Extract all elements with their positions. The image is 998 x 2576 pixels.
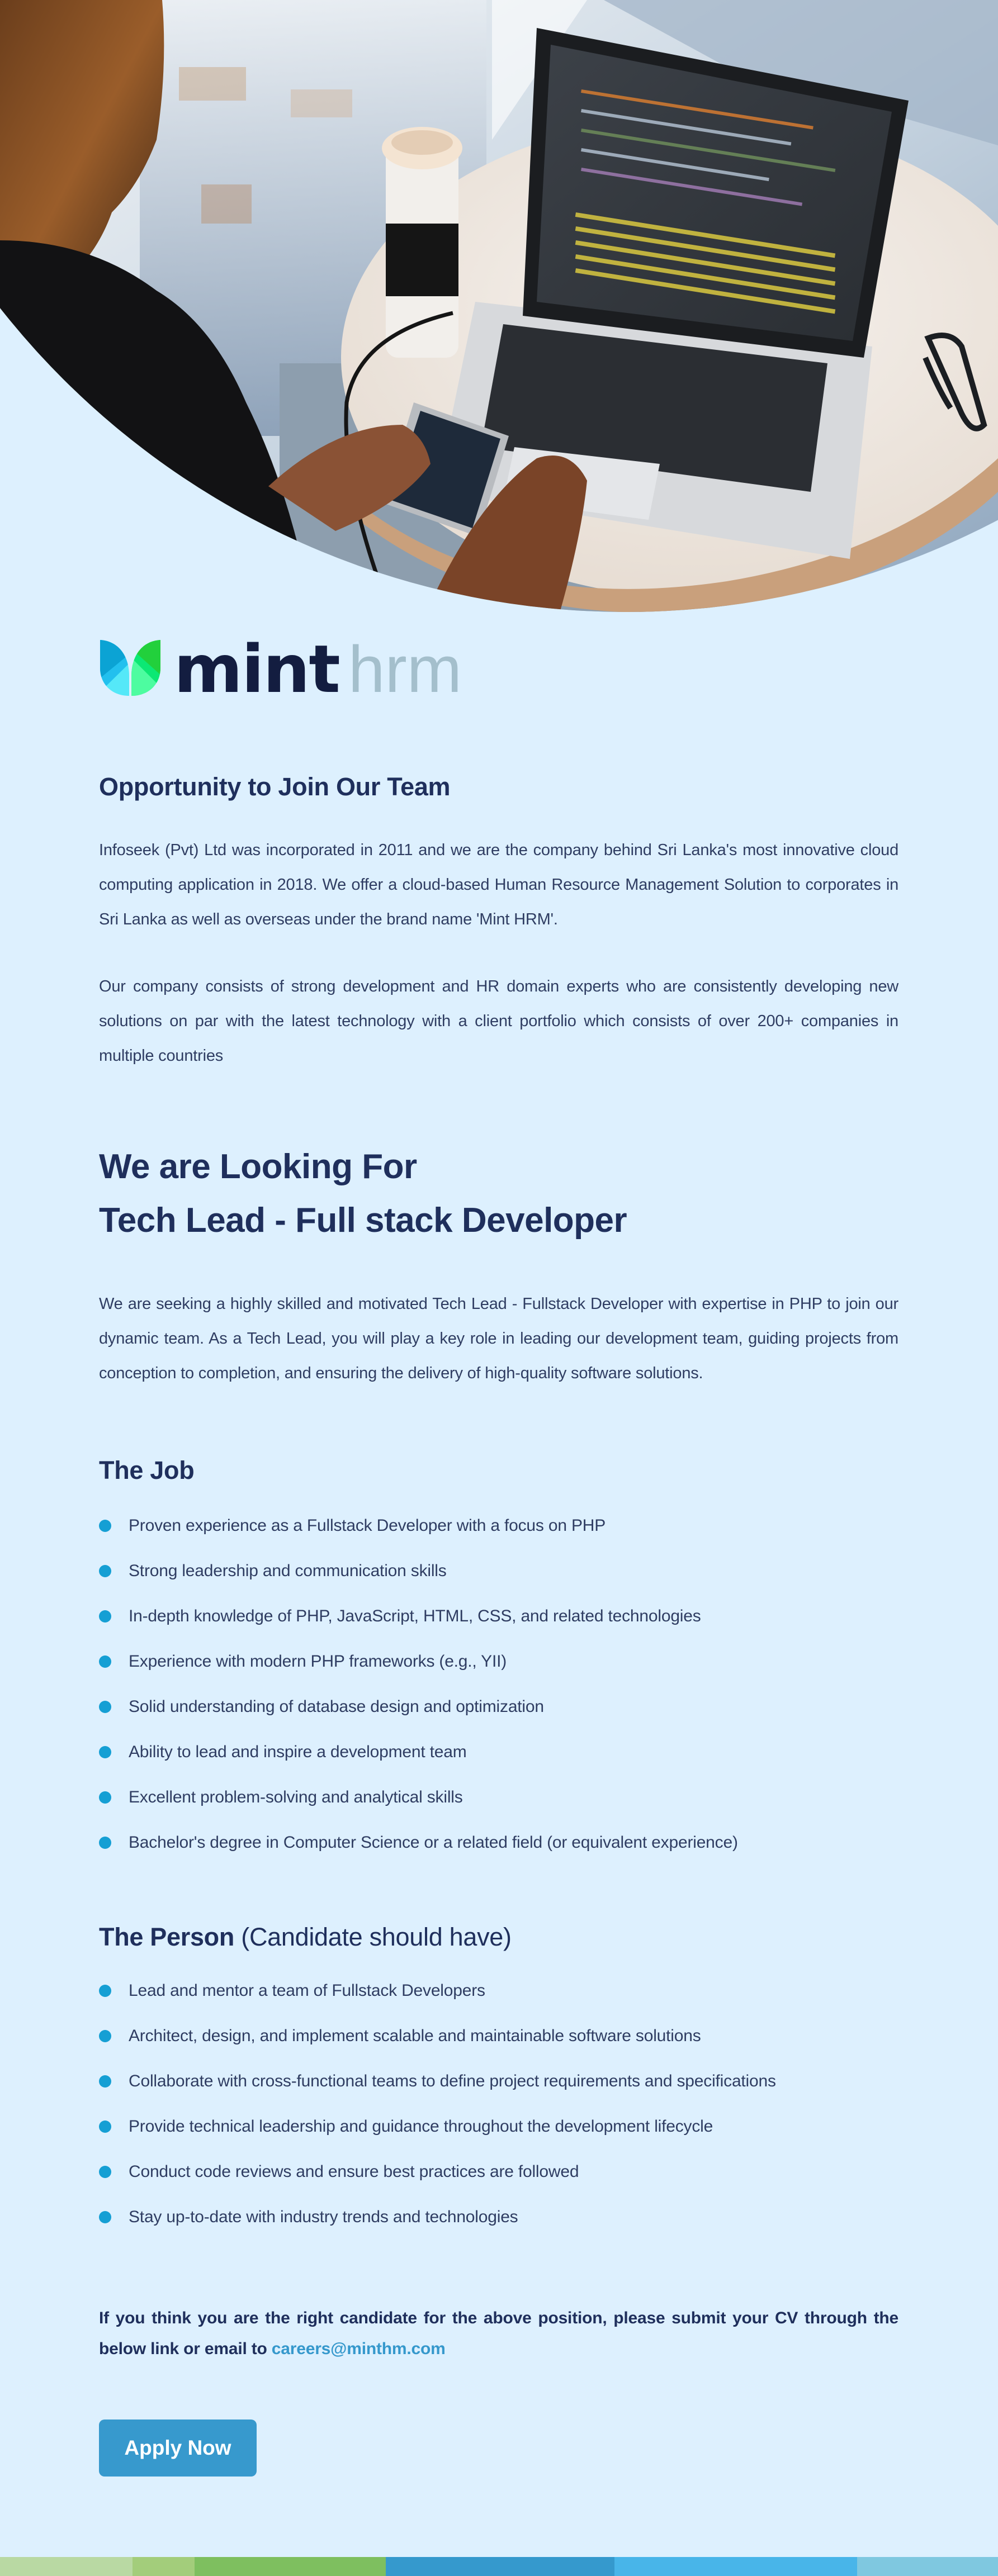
person-list-item: Architect, design, and implement scalable and maintainable software solutions [99, 2025, 898, 2070]
bullet-icon [99, 1701, 111, 1713]
intro-paragraph-1-wrap [99, 833, 898, 937]
looking-for-text: We are Looking For [99, 1147, 417, 1186]
leaf-logo-icon [99, 640, 162, 696]
footer-color-bar [0, 2557, 998, 2576]
job-list-wrap [99, 1515, 898, 1877]
bullet-icon [99, 1610, 111, 1623]
bullet-icon [99, 1985, 111, 1997]
bullet-icon [99, 2120, 111, 2133]
bullet-icon [99, 2030, 111, 2042]
color-segment [0, 2557, 133, 2576]
job-list-item: Experience with modern PHP frameworks (e.g., YII) [99, 1650, 898, 1696]
bullet-icon [99, 2075, 111, 2088]
intro-title: Opportunity to Join Our Team [99, 772, 451, 801]
person-list [99, 1980, 898, 2251]
person-list-item: Collaborate with cross-functional teams to define project requirements and specifications [99, 2070, 898, 2115]
bullet-icon [99, 1791, 111, 1804]
logo-mint-text: mint [174, 630, 339, 708]
job-list-item: In-depth knowledge of PHP, JavaScript, HTML, CSS, and related technologies [99, 1605, 898, 1650]
job-list-item: Proven experience as a Fullstack Developer with a focus on PHP [99, 1515, 898, 1560]
hero-photo-illustration [0, 0, 998, 615]
intro-paragraph-2: Our company consists of strong development and HR domain experts who are consistently developing new solutions on par with the latest technology with a client portfolio which consists of over 200+ companies in multiple countries [99, 978, 898, 1065]
job-list-item: Bachelor's degree in Computer Science or a related field (or equivalent experience) [99, 1832, 898, 1877]
job-list-item: Solid understanding of database design and optimization [99, 1696, 898, 1741]
job-title: Tech Lead - Full stack Developer [99, 1201, 627, 1240]
careers-email-link[interactable]: careers@minthm.com [271, 2340, 446, 2358]
position-heading [99, 1140, 898, 1247]
job-list-item: Ability to lead and inspire a development team [99, 1741, 898, 1786]
person-list-wrap [99, 1980, 898, 2251]
apply-now-button[interactable]: Apply Now [99, 2420, 257, 2477]
job-list [99, 1515, 898, 1877]
bullet-icon [99, 1746, 111, 1758]
color-segment [614, 2557, 857, 2576]
person-list-item: Provide technical leadership and guidance throughout the development lifecycle [99, 2115, 898, 2161]
position-description-wrap [99, 1287, 898, 1391]
job-list-item: Excellent problem-solving and analytical skills [99, 1786, 898, 1832]
logo-hrm-text: hrm [348, 633, 462, 706]
color-segment [386, 2557, 614, 2576]
job-section [99, 1456, 898, 1485]
cta-section [99, 2303, 898, 2364]
bullet-icon [99, 1565, 111, 1577]
job-section-title: The Job [99, 1456, 195, 1484]
mint-hrm-logo [99, 630, 462, 708]
job-list-item: Strong leadership and communication skills [99, 1560, 898, 1605]
intro-section [99, 772, 898, 801]
bullet-icon [99, 2211, 111, 2223]
person-list-item: Conduct code reviews and ensure best practices are followed [99, 2161, 898, 2206]
cta-text: If you think you are the right candidate for the above position, please submit your CV through the below link or email to careers@minthm.com [99, 2309, 898, 2358]
bullet-icon [99, 1520, 111, 1532]
position-description: We are seeking a highly skilled and motivated Tech Lead - Fullstack Developer with expertise in PHP to join our dynamic team. As a Tech Lead, you will play a key role in leading our development team, guiding projects from conception to completion, and ensuring the delivery of high-quality software solutions. [99, 1295, 898, 1382]
person-section [99, 1923, 898, 1952]
intro-paragraph-2-wrap [99, 969, 898, 1073]
bullet-icon [99, 1837, 111, 1849]
logo-wordmark [174, 630, 462, 708]
bullet-icon [99, 2166, 111, 2178]
bullet-icon [99, 1655, 111, 1668]
color-segment [195, 2557, 386, 2576]
color-segment [133, 2557, 195, 2576]
person-list-item: Stay up-to-date with industry trends and technologies [99, 2206, 898, 2251]
color-segment [857, 2557, 998, 2576]
hero-image [0, 0, 998, 615]
intro-paragraph-1: Infoseek (Pvt) Ltd was incorporated in 2011 and we are the company behind Sri Lanka's most innovative cloud computing application in 2018. We offer a cloud-based Human Resource Management Solution to corporates in Sri Lanka as well as overseas under the brand name 'Mint HRM'. [99, 841, 898, 928]
person-list-item: Lead and mentor a team of Fullstack Developers [99, 1980, 898, 2025]
person-section-title: The Person (Candidate should have) [99, 1923, 512, 1951]
